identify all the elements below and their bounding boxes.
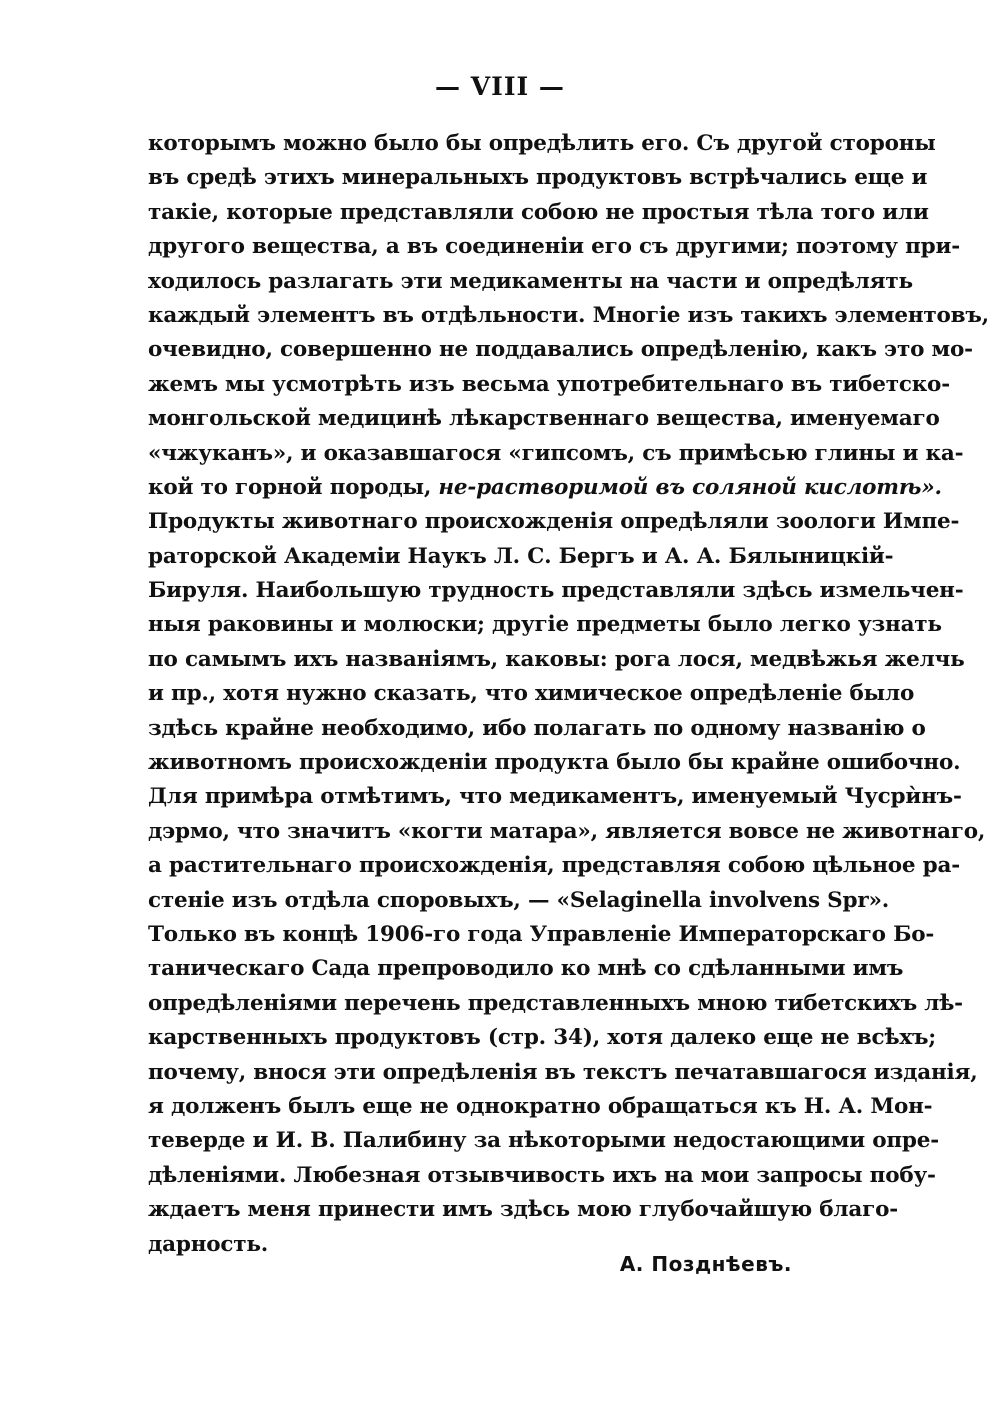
text-segment: кой то горной породы, — [148, 474, 439, 500]
text-line: каждый элементъ въ отдѣльности. Многіе изъ такихъ элементовъ, — [148, 302, 989, 328]
text-line: въ средѣ этихъ минеральныхъ продуктовъ встрѣчались еще и — [148, 165, 928, 191]
text-line: Бируля. Наибольшую трудность представляли здѣсь измельчен- — [148, 578, 964, 604]
text-line: по самымъ ихъ названіямъ, каковы: рога лося, медвѣжья желчь — [148, 646, 965, 672]
text-line: дѣленіями. Любезная отзывчивость ихъ на мои запросы побу- — [148, 1162, 936, 1188]
text-line: жемъ мы усмотрѣть изъ весьма употребительнаго въ тибетско- — [148, 371, 950, 397]
text-line: такіе, которые представляли собою не простыя тѣла того или — [148, 199, 929, 225]
text-line: таническаго Сада препроводило ко мнѣ со сдѣланными имъ — [148, 956, 904, 982]
page-number: — VIII — — [435, 72, 565, 101]
author-signature: А. Позднѣевъ. — [619, 1252, 792, 1276]
text-line: Только въ концѣ 1906-го года Управленіе Императорскаго Бо- — [148, 921, 935, 947]
text-line: которымъ можно было бы опредѣлить его. Съ другой стороны — [148, 131, 936, 156]
text-line: а растительнаго происхожденія, представляя собою цѣльное ра- — [148, 853, 960, 879]
text-line: стеніе изъ отдѣла споровыхъ, — «Selaginella involvens Spr». — [148, 887, 889, 913]
text-line: ждаетъ меня принести имъ здѣсь мою глубочайшую благо- — [148, 1197, 898, 1223]
text-line: ныя раковины и молюски; другіе предметы было легко узнать — [148, 612, 942, 638]
text-line: теверде и И. В. Палибину за нѣкоторыми недостающими опре- — [148, 1128, 939, 1154]
text-line-mixed — [148, 471, 942, 505]
text-line: дарность. — [148, 1231, 269, 1257]
text-line: очевидно, совершенно не поддавались опредѣленію, какъ это мо- — [148, 337, 973, 363]
text-line: я долженъ былъ еще не однократно обращаться къ Н. А. Мон- — [148, 1093, 933, 1119]
text-line: Для примѣра отмѣтимъ, что медикаментъ, именуемый Чусрѝнъ- — [148, 784, 962, 810]
text-line: здѣсь крайне необходимо, ибо полагать по одному названію о — [148, 715, 926, 741]
text-line: Продукты животнаго происхожденія опредѣляли зоологи Импе- — [148, 509, 960, 535]
text-line: дэрмо, что значитъ «когти матара», является вовсе не животнаго, — [148, 818, 986, 844]
text-line: раторской Академіи Наукъ Л. С. Бергъ и А. А. Бялыницкій- — [148, 543, 894, 569]
text-line: опредѣленіями перечень представленныхъ мною тибетскихъ лѣ- — [148, 990, 963, 1016]
text-line: и пр., хотя нужно сказать, что химическое опредѣленіе было — [148, 681, 915, 707]
body-text — [148, 127, 989, 1262]
text-line: «чжуканъ», и оказавшагося «гипсомъ, съ примѣсью глины и ка- — [148, 440, 964, 466]
text-line: монгольской медицинѣ лѣкарственнаго вещества, именуемаго — [148, 406, 940, 432]
text-line: животномъ происхожденіи продукта было бы крайне ошибочно. — [148, 750, 961, 776]
italic-quote: не-растворимой въ соляной кислотѣ». — [438, 474, 942, 500]
text-line: ходилось разлагать эти медикаменты на части и опредѣлять — [148, 268, 913, 294]
text-line: карственныхъ продуктовъ (стр. 34), хотя далеко еще не всѣхъ; — [148, 1025, 937, 1051]
text-line: другого вещества, а въ соединеніи его съ другими; поэтому при- — [148, 234, 960, 260]
text-line: почему, внося эти опредѣленія въ текстъ печатавшагося изданія, — [148, 1059, 978, 1085]
